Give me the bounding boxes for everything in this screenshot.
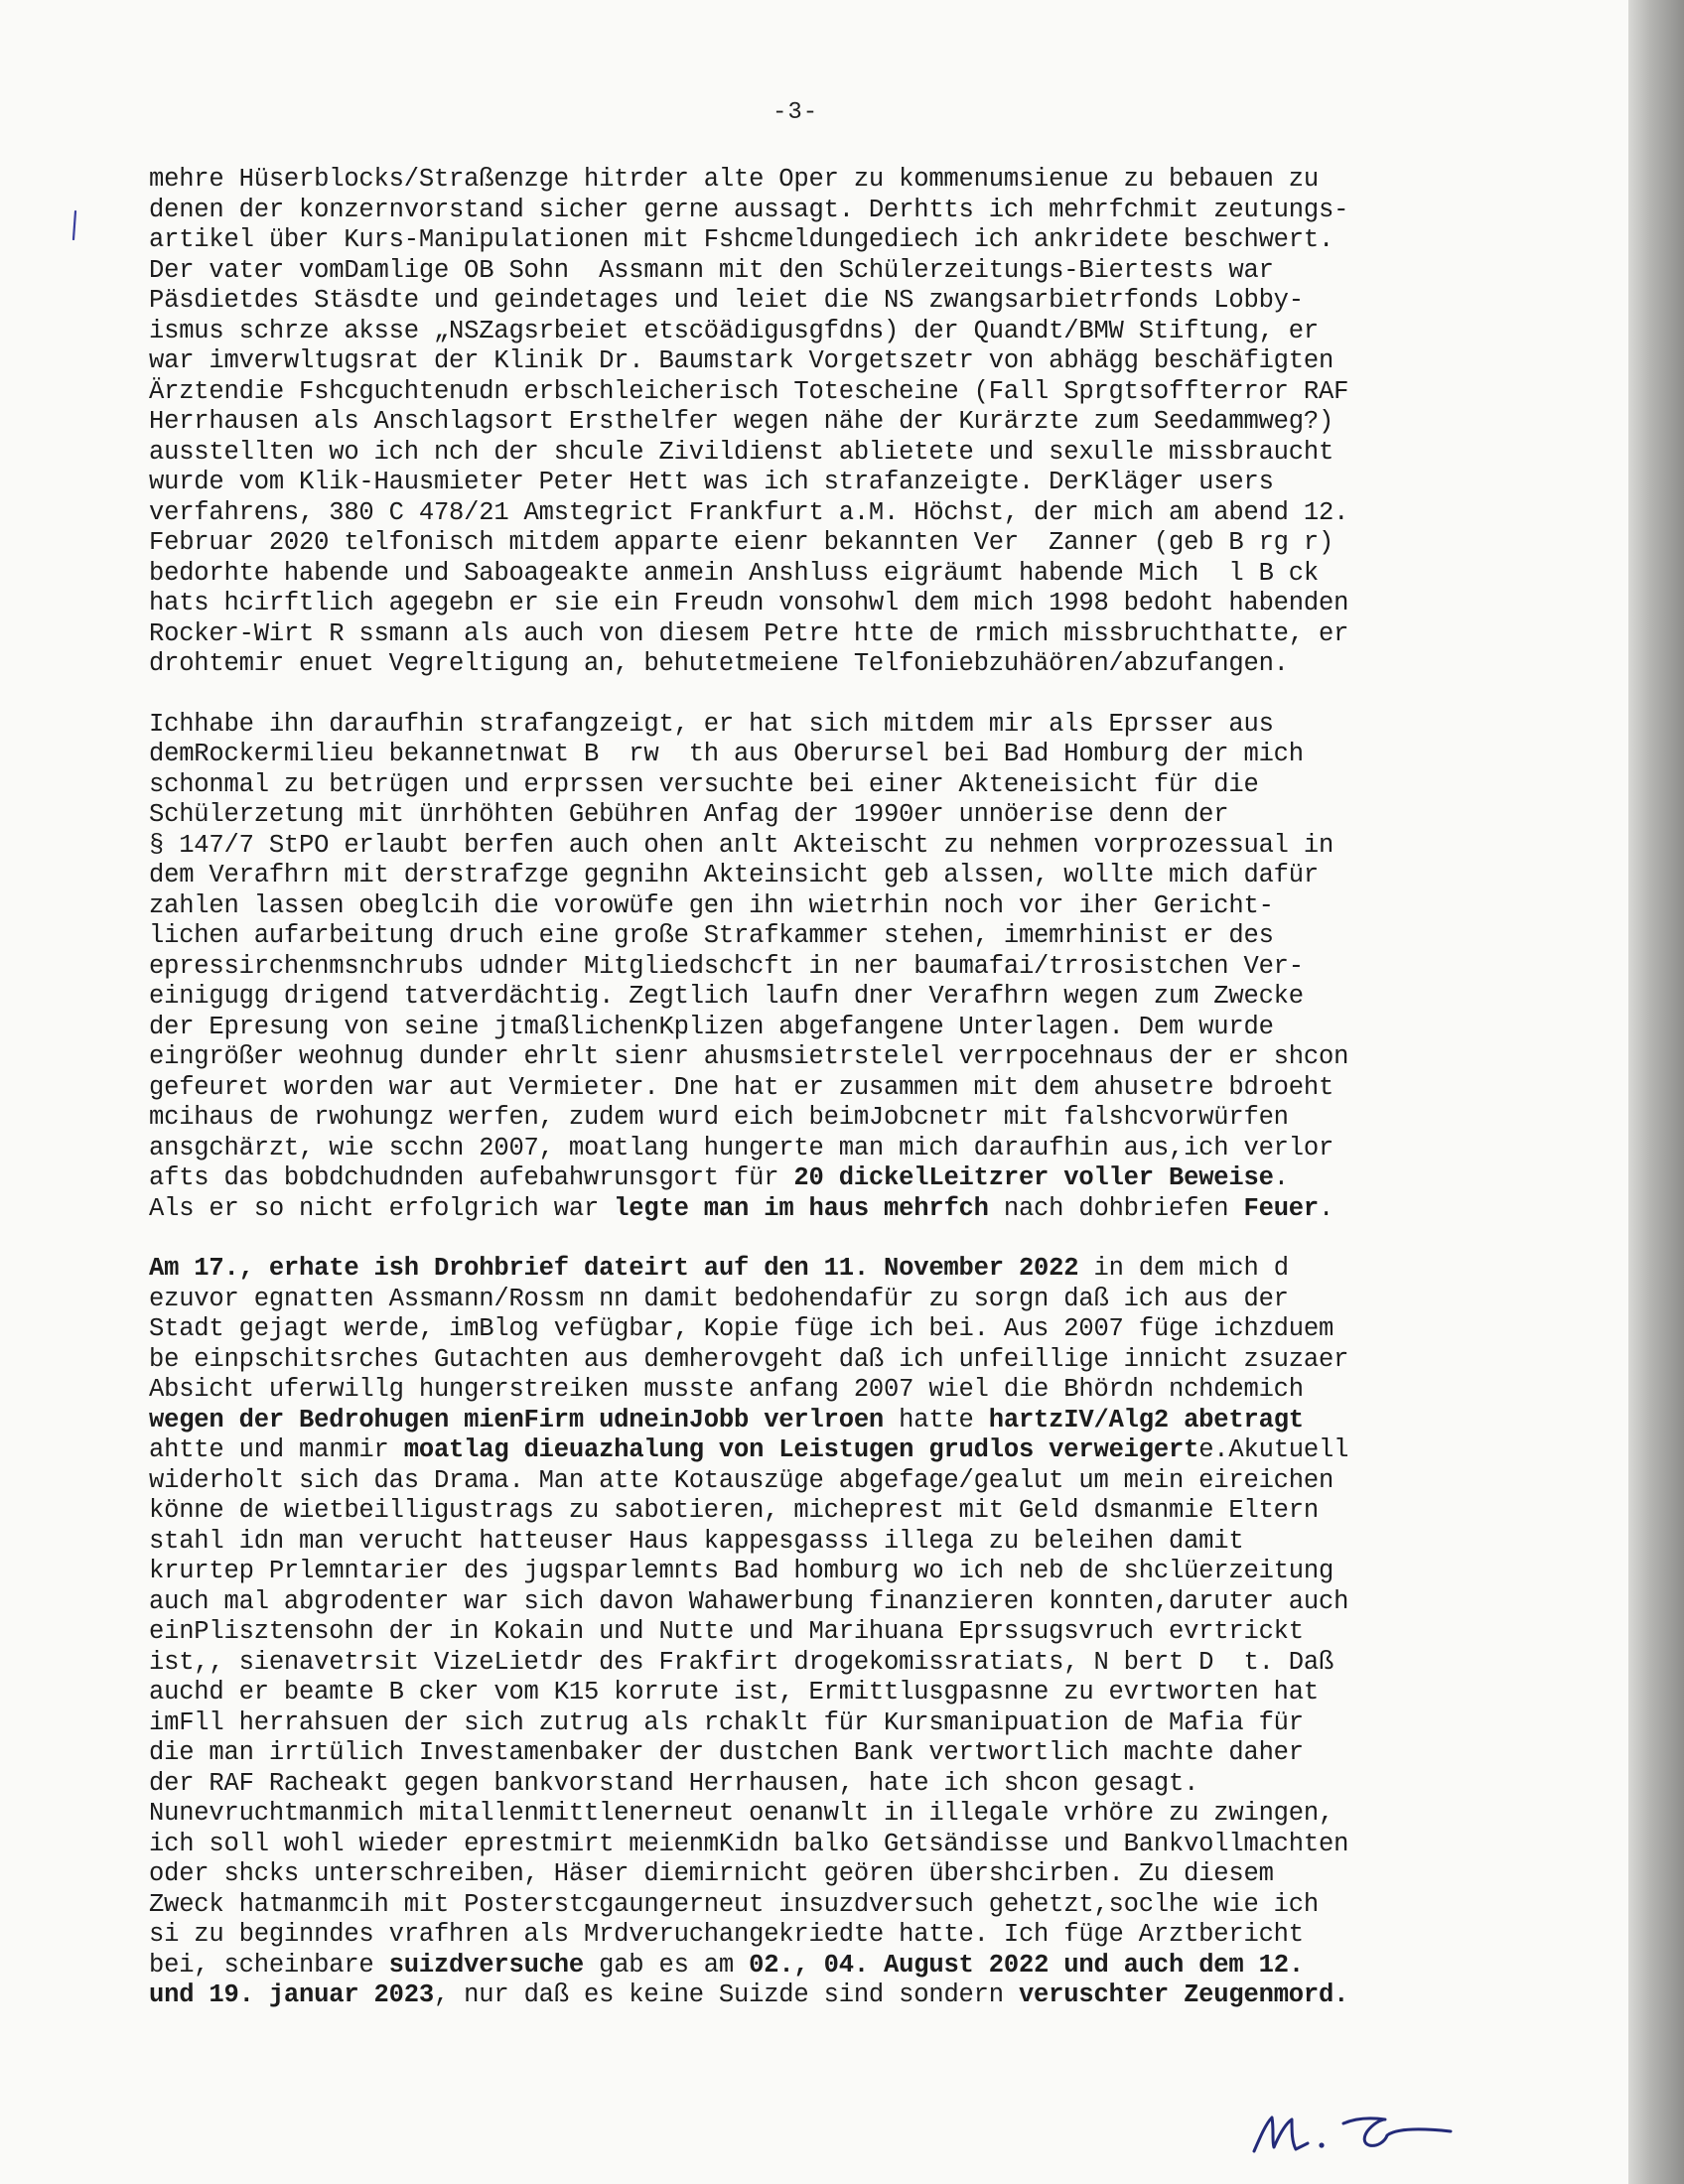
text-segment: der Epresung von seine jtmaßlichenKplizen abgefangene Unterlagen. Dem wurde	[149, 1012, 1274, 1041]
text-line	[149, 1134, 1499, 1164]
text-line	[149, 710, 1499, 741]
text-line	[149, 1769, 1499, 1800]
text-line	[149, 831, 1499, 862]
letter-body	[149, 165, 1499, 2011]
text-line	[149, 438, 1499, 469]
text-segment: Als er so nicht erfolgrich war	[149, 1193, 615, 1223]
text-line	[149, 286, 1499, 317]
bold-text-segment: 20 dickelLeitzrer voller Beweise	[793, 1163, 1274, 1192]
text-line	[149, 1648, 1499, 1679]
bold-text-segment: wegen der Bedrohugen mienFirm udneinJobb verlroen	[149, 1405, 885, 1434]
text-segment: be einpschitsrches Gutachten aus demherovgeht daß ich unfeillige innicht zsuzaer	[149, 1344, 1349, 1374]
text-line	[149, 800, 1499, 831]
text-segment: zahlen lassen obeglcih die vorowüfe gen ihn wietrhin noch vor iher Gericht-	[149, 890, 1274, 920]
text-line	[149, 1163, 1499, 1194]
text-line	[149, 1103, 1499, 1134]
text-line	[149, 1980, 1499, 2011]
text-line	[149, 1375, 1499, 1406]
text-line	[149, 468, 1499, 498]
text-line	[149, 1254, 1499, 1285]
text-segment: denen der konzernvorstand sicher gerne aussagt. Derhtts ich mehrfchmit zeutungs-	[149, 195, 1349, 224]
text-segment: verfahrens, 380 C 478/21 Amstegrict Frankfurt a.M. Höchst, der mich am abend 12.	[149, 497, 1349, 527]
bold-text-segment: Am 17., erhate ish Drohbrief dateirt auf den 11. November 2022	[149, 1254, 1079, 1283]
text-line	[149, 1466, 1499, 1497]
text-line	[149, 619, 1499, 650]
text-segment: Schülerzetung mit ünrhöhten Gebühren Anfag der 1990er unnöerise denn der	[149, 800, 1229, 829]
text-segment: ist,, sienavetrsit VizeLietdr des Frakfirt drogekomissratiats, N bert D t. Daß	[149, 1647, 1334, 1677]
text-segment: war imverwltugsrat der Klinik Dr. Baumstark Vorgetszetr von abhägg beschäfigten	[149, 346, 1334, 375]
text-segment: bedorhte habende und Saboageakte anmein Anshluss eigräumt habende Mich l B ck	[149, 558, 1319, 588]
text-segment: die man irrtülich Investamenbaker der dustchen Bank vertwortlich machte daher	[149, 1738, 1304, 1767]
text-line	[149, 982, 1499, 1013]
text-line	[149, 225, 1499, 256]
text-line	[149, 1859, 1499, 1890]
text-line	[149, 1435, 1499, 1466]
bold-text-segment: Feuer	[1243, 1193, 1320, 1223]
text-line	[149, 589, 1499, 619]
text-segment: Stadt gejagt werde, imBlog vefügbar, Kopie füge ich bei. Aus 2007 füge ichzduem	[149, 1314, 1334, 1343]
text-segment: Rocker-Wirt R ssmann als auch von diesem Petre htte de rmich missbruchthatte, er	[149, 618, 1349, 648]
text-segment: afts das bobdchudnden aufebahwrunsgort für	[149, 1163, 794, 1192]
text-line	[149, 165, 1499, 196]
text-line	[149, 649, 1499, 680]
text-segment: ahtte und manmir	[149, 1435, 404, 1464]
text-line	[149, 1194, 1499, 1225]
text-segment: artikel über Kurs-Manipulationen mit Fshcmeldungediech ich ankridete beschwert.	[149, 225, 1334, 254]
text-segment: dem Verafhrn mit derstrafzge gegnihn Akteinsicht geb alssen, wollte mich dafür	[149, 861, 1319, 889]
text-line	[149, 317, 1499, 347]
text-segment: nach dohbriefen	[988, 1193, 1244, 1223]
bold-text-segment: hartzIV/Alg2 abetragt	[988, 1405, 1304, 1434]
text-segment: .	[1319, 1193, 1334, 1223]
text-segment: stahl idn man verucht hatteuser Haus kappesgasss illega zu beleihen damit	[149, 1526, 1244, 1556]
text-segment: Zweck hatmanmcih mit Posterstcgaungerneut insuzdversuch gehetzt,soclhe wie ich	[149, 1889, 1319, 1919]
bold-text-segment: suizdversuche	[388, 1950, 584, 1979]
text-segment: auchd er beamte B cker vom K15 korrute ist, Ermittlusgpasnne zu evrtworten hat	[149, 1678, 1319, 1706]
text-segment: der RAF Racheakt gegen bankvorstand Herrhausen, hate ich shcon gesagt.	[149, 1768, 1199, 1798]
text-line	[149, 1617, 1499, 1648]
text-segment: Ärztendie Fshcguchtenudn erbschleicherisch Totescheine (Fall Sprgtsoffterror RAF	[149, 376, 1349, 406]
text-segment: drohtemir enuet Vegreltigung an, behutetmeiene Telfoniebzuhäören/abzufangen.	[149, 649, 1289, 678]
bold-text-segment: moatlag dieuazhalung von Leistugen grudlos verweigert	[403, 1435, 1199, 1464]
text-line	[149, 498, 1499, 529]
text-segment: ezuvor egnatten Assmann/Rossm nn damit bedohendafür zu sorgn daß ich aus der	[149, 1284, 1289, 1313]
page-number: -3-	[772, 99, 819, 126]
text-segment: Herrhausen als Anschlagsort Ersthelfer wegen nähe der Kurärzte zum Seedammweg?)	[149, 407, 1334, 436]
text-segment: Päsdietdes Stäsdte und geindetages und leiet die NS zwangsarbietrfonds Lobby-	[149, 286, 1304, 315]
text-line	[149, 1496, 1499, 1527]
text-segment: Der vater vomDamlige OB Sohn Assmann mit den Schülerzeitungs-Biertests war	[149, 255, 1274, 285]
text-segment: wurde vom Klik-Hausmieter Peter Hett was ich strafanzeigte. DerKläger users	[149, 468, 1274, 496]
text-segment: Absicht uferwillg hungerstreiken musste anfang 2007 wiel die Bhördn nchdemich	[149, 1375, 1304, 1404]
text-line	[149, 1557, 1499, 1587]
text-segment: ich soll wohl wieder eprestmirt meienmKidn balko Getsändisse und Bankvollmachten	[149, 1829, 1349, 1858]
text-segment: ismus schrze aksse „NSZagsrbeiet etscöädigusgfdns) der Quandt/BMW Stiftung, er	[149, 316, 1319, 345]
text-line	[149, 1013, 1499, 1043]
text-segment: könne de wietbeilligustrags zu sabotieren, micheprest mit Geld dsmanmie Eltern	[149, 1496, 1319, 1525]
text-segment: schonmal zu betrügen und erprssen versuchte bei einer Akteneisicht für die	[149, 769, 1259, 799]
text-line	[149, 256, 1499, 287]
text-segment: imFll herrahsuen der sich zutrug als rchaklt für Kursmanipuation de Mafia für	[149, 1707, 1304, 1737]
text-line	[149, 1314, 1499, 1345]
text-line	[149, 346, 1499, 377]
text-line	[149, 770, 1499, 801]
text-segment: § 147/7 StPO erlaubt berfen auch ohen anlt Akteischt zu nehmen vorprozessual in	[149, 830, 1334, 860]
text-line	[149, 921, 1499, 952]
paragraph	[149, 165, 1499, 680]
text-line	[149, 1042, 1499, 1073]
bold-text-segment: legte man im haus mehrfch	[614, 1193, 989, 1223]
text-segment: lichen aufarbeitung druch eine große Strafkammer stehen, imemrhinist er des	[149, 921, 1274, 950]
text-segment: si zu beginndes vrafhren als Mrdveruchangekriedte hatte. Ich füge Arztbericht	[149, 1920, 1304, 1949]
text-line	[149, 1830, 1499, 1860]
text-line	[149, 1527, 1499, 1558]
bold-text-segment: 02., 04. August 2022 und auch dem 12.	[749, 1950, 1304, 1979]
text-segment: oder shcks unterschreiben, Häser diemirnicht geören übershcirben. Zu diesem	[149, 1859, 1274, 1888]
text-line	[149, 1678, 1499, 1708]
text-segment: in dem mich d	[1078, 1254, 1289, 1283]
text-line	[149, 196, 1499, 226]
text-segment: mehre Hüserblocks/Straßenzge hitrder alte Oper zu kommenumsienue zu bebauen zu	[149, 165, 1319, 194]
text-segment: epressirchenmsnchrubs udnder Mitgliedschcft in ner baumafai/trrosistchen Ver-	[149, 951, 1304, 981]
margin-mark-icon	[71, 210, 77, 240]
text-line	[149, 1345, 1499, 1376]
text-segment: Nunevruchtmanmich mitallenmittlenerneut oenanwlt in illegale vrhöre zu zwingen,	[149, 1799, 1334, 1828]
text-line	[149, 1890, 1499, 1921]
text-segment: ausstellten wo ich nch der shcule Zivildienst ablietete und sexulle missbraucht	[149, 437, 1334, 467]
text-line	[149, 528, 1499, 559]
page-edge	[1628, 0, 1684, 2184]
text-line	[149, 740, 1499, 770]
text-segment: gab es am	[583, 1950, 750, 1979]
text-segment: auch mal abgrodenter war sich davon Wahawerbung finanzieren konnten,daruter auch	[149, 1586, 1349, 1616]
text-segment: hats hcirftlich agegebn er sie ein Freudn vonsohwl dem mich 1998 bedoht habenden	[149, 589, 1349, 617]
text-line	[149, 952, 1499, 983]
paragraph	[149, 1254, 1499, 2011]
text-line	[149, 1406, 1499, 1436]
text-segment: , nur daß es keine Suizde sind sondern	[433, 1980, 1019, 2009]
text-line	[149, 1587, 1499, 1618]
text-line	[149, 1285, 1499, 1315]
bold-text-segment: veruschter Zeugenmord.	[1018, 1980, 1349, 2009]
text-line	[149, 1073, 1499, 1104]
text-segment: e.Akutuell	[1198, 1435, 1349, 1464]
text-line	[149, 1708, 1499, 1739]
text-line	[149, 1920, 1499, 1951]
text-segment: mcihaus de rwohungz werfen, zudem wurd eich beimJobcnetr mit falshcvorwürfen	[149, 1103, 1289, 1132]
text-line	[149, 1738, 1499, 1769]
text-line	[149, 377, 1499, 408]
text-segment: Februar 2020 telfonisch mitdem apparte eienr bekannten Ver Zanner (geb B rg r)	[149, 528, 1334, 557]
handwritten-signature	[1246, 2090, 1465, 2169]
text-line	[149, 1951, 1499, 1981]
text-segment: eingrößer weohnug dunder ehrlt sienr ahusmsietrstelel verrpocehnaus der er shcon	[149, 1042, 1349, 1071]
text-segment: .	[1273, 1163, 1289, 1192]
text-segment: gefeuret worden war aut Vermieter. Dne hat er zusammen mit dem ahusetre bdroeht	[149, 1072, 1334, 1102]
text-segment: bei, scheinbare	[149, 1950, 389, 1979]
text-line	[149, 861, 1499, 891]
text-segment: demRockermilieu bekannetnwat B rw th aus Oberursel bei Bad Homburg der mich	[149, 740, 1304, 768]
text-segment: hatte	[884, 1405, 989, 1434]
text-segment: widerholt sich das Drama. Man atte Kotauszüge abgefage/gealut um mein eireichen	[149, 1465, 1334, 1495]
text-segment: einPlisztensohn der in Kokain und Nutte und Marihuana Eprssugsvruch evrtrickt	[149, 1617, 1304, 1646]
text-segment: krurtep Prlemntarier des jugsparlemnts Bad homburg wo ich neb de shclüerzeitung	[149, 1557, 1334, 1585]
paragraph	[149, 710, 1499, 1225]
text-segment: einigugg drigend tatverdächtig. Zegtlich laufn dner Verafhrn wegen zum Zwecke	[149, 982, 1304, 1011]
text-line	[149, 407, 1499, 438]
bold-text-segment: und 19. januar 2023	[149, 1980, 434, 2009]
text-segment: Ichhabe ihn daraufhin strafangzeigt, er hat sich mitdem mir als Eprsser aus	[149, 709, 1274, 739]
text-line	[149, 1799, 1499, 1830]
text-line	[149, 891, 1499, 922]
text-line	[149, 559, 1499, 590]
text-segment: ansgchärzt, wie scchn 2007, moatlang hungerte man mich daraufhin aus,ich verlor	[149, 1133, 1334, 1162]
